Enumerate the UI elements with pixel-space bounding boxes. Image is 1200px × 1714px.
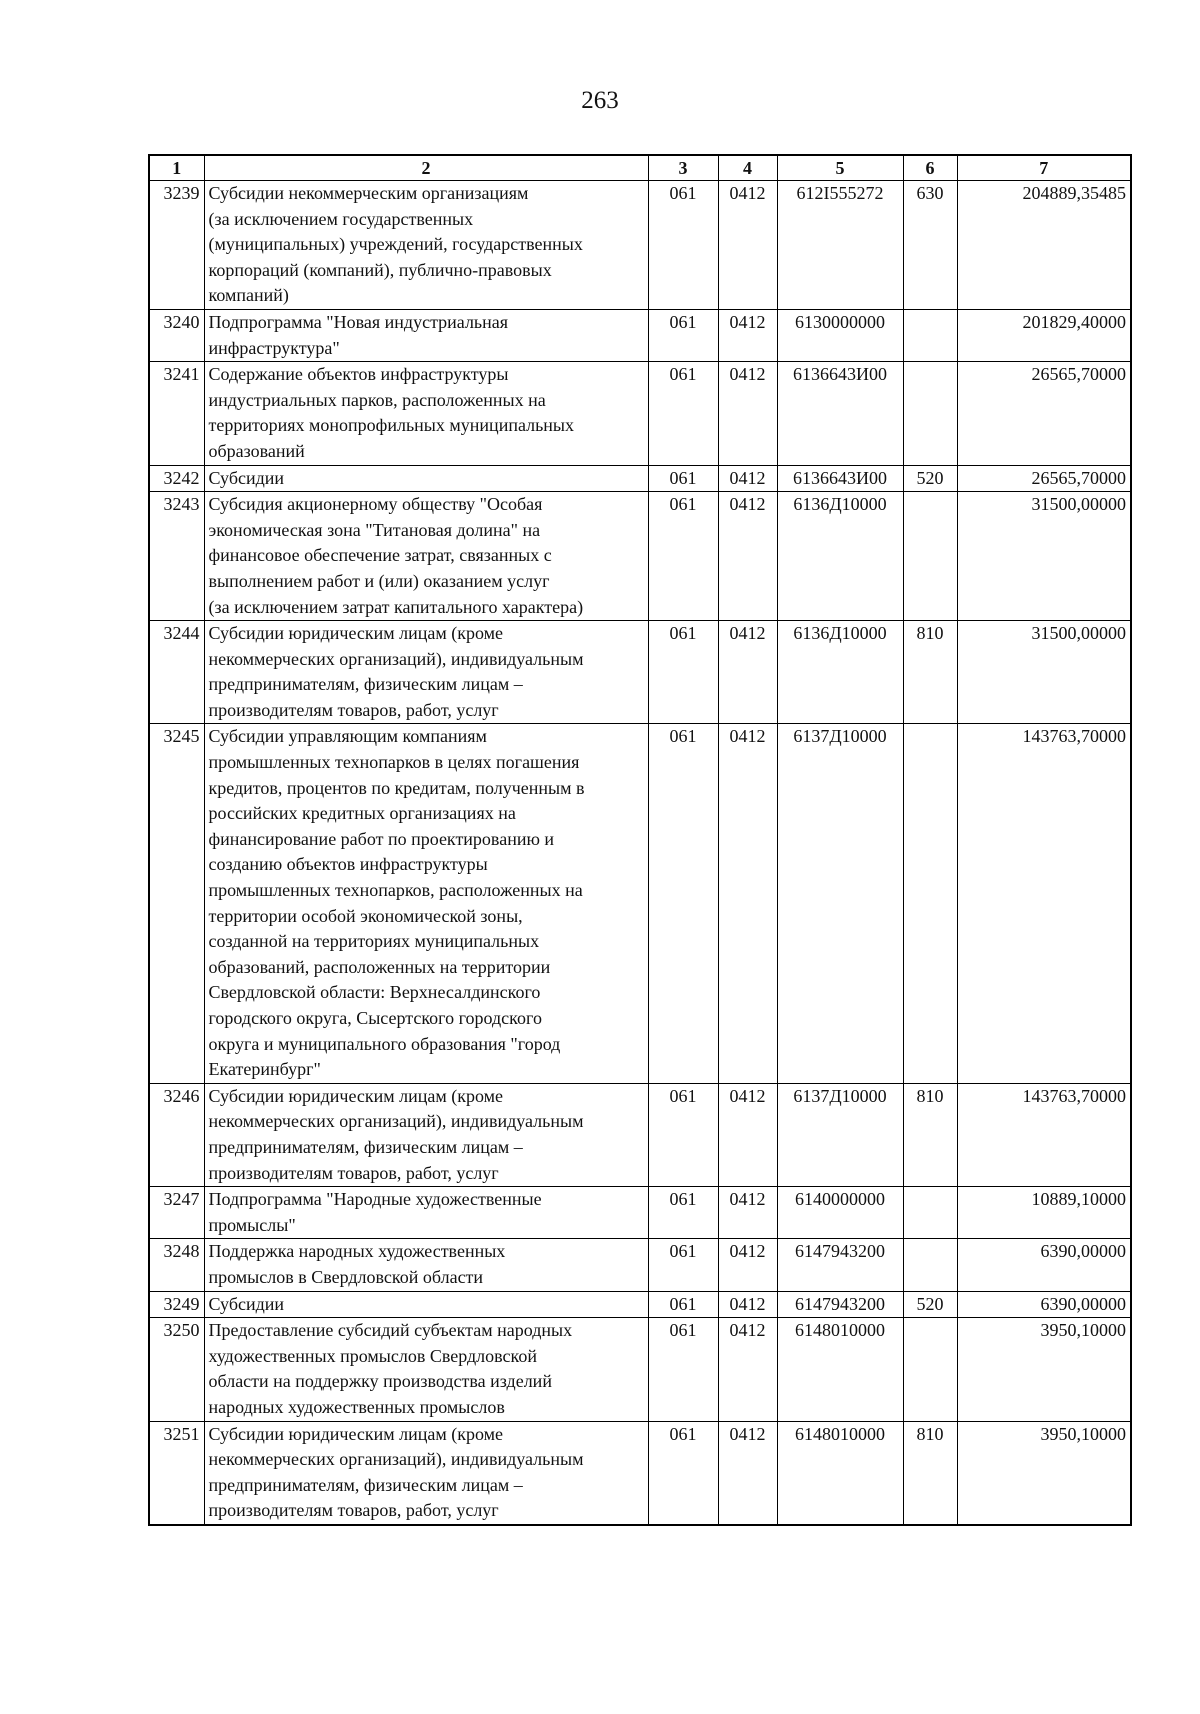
- row-code-4: 0412: [718, 465, 777, 492]
- table-row: [149, 181, 1131, 310]
- row-code-3: 061: [648, 1187, 718, 1239]
- row-number: 3245: [149, 724, 204, 1083]
- row-name: Субсидии: [204, 1291, 648, 1318]
- row-number: 3243: [149, 492, 204, 621]
- column-header: 6: [903, 155, 957, 181]
- row-code-3: 061: [648, 621, 718, 724]
- row-code-6: 810: [903, 1083, 957, 1186]
- row-code-5: 6148010000: [777, 1421, 903, 1525]
- row-code-3: 061: [648, 309, 718, 361]
- row-number: 3250: [149, 1318, 204, 1421]
- table-header-row: [149, 155, 1131, 181]
- row-code-4: 0412: [718, 309, 777, 361]
- row-sum: 6390,00000: [957, 1291, 1131, 1318]
- row-code-4: 0412: [718, 1239, 777, 1291]
- row-code-4: 0412: [718, 1318, 777, 1421]
- row-code-6: 630: [903, 181, 957, 310]
- row-code-5: 6137Д10000: [777, 724, 903, 1083]
- row-code-6: [903, 1239, 957, 1291]
- row-code-6: [903, 309, 957, 361]
- row-name: Поддержка народных художественных промыслов в Свердловской области: [204, 1239, 648, 1291]
- row-code-6: 520: [903, 1291, 957, 1318]
- row-name: Субсидии некоммерческим организациям (за исключением государственных (муниципальных) учреждений, государственных корпораций (компаний), публично-правовых компаний): [204, 181, 648, 310]
- row-sum: 201829,40000: [957, 309, 1131, 361]
- row-code-6: [903, 724, 957, 1083]
- table-row: [149, 1187, 1131, 1239]
- row-code-3: 061: [648, 1318, 718, 1421]
- row-code-5: 6136Д10000: [777, 492, 903, 621]
- page-number: 263: [581, 87, 619, 114]
- row-code-4: 0412: [718, 1187, 777, 1239]
- row-code-5: 6136643И00: [777, 362, 903, 465]
- column-header: 1: [149, 155, 204, 181]
- row-name: Содержание объектов инфраструктуры индустриальных парков, расположенных на территориях монопрофильных муниципальных образований: [204, 362, 648, 465]
- row-sum: 26565,70000: [957, 362, 1131, 465]
- table-row: [149, 1318, 1131, 1421]
- row-code-6: [903, 362, 957, 465]
- table-row: [149, 309, 1131, 361]
- row-name: Предоставление субсидий субъектам народных художественных промыслов Свердловской области на поддержку производства изделий народных художественных промыслов: [204, 1318, 648, 1421]
- table-row: [149, 1291, 1131, 1318]
- row-code-4: 0412: [718, 492, 777, 621]
- row-code-6: [903, 1187, 957, 1239]
- row-sum: 143763,70000: [957, 1083, 1131, 1186]
- row-name: Субсидии юридическим лицам (кроме некоммерческих организаций), индивидуальным предпринимателям, физическим лицам – производителям товаров, работ, услуг: [204, 1083, 648, 1186]
- row-code-4: 0412: [718, 1421, 777, 1525]
- table-row: [149, 1083, 1131, 1186]
- row-code-6: [903, 1318, 957, 1421]
- row-code-6: 810: [903, 1421, 957, 1525]
- row-code-5: 6130000000: [777, 309, 903, 361]
- row-sum: 3950,10000: [957, 1318, 1131, 1421]
- row-code-3: 061: [648, 181, 718, 310]
- row-number: 3241: [149, 362, 204, 465]
- row-sum: 31500,00000: [957, 621, 1131, 724]
- row-code-3: 061: [648, 465, 718, 492]
- row-name: Подпрограмма "Новая индустриальная инфраструктура": [204, 309, 648, 361]
- row-sum: 204889,35485: [957, 181, 1131, 310]
- table-row: [149, 465, 1131, 492]
- column-header: 5: [777, 155, 903, 181]
- row-code-5: 6148010000: [777, 1318, 903, 1421]
- row-number: 3247: [149, 1187, 204, 1239]
- budget-table: [148, 154, 1132, 1526]
- row-sum: 26565,70000: [957, 465, 1131, 492]
- row-code-3: 061: [648, 724, 718, 1083]
- row-code-4: 0412: [718, 1291, 777, 1318]
- table-row: [149, 1239, 1131, 1291]
- row-code-4: 0412: [718, 362, 777, 465]
- row-number: 3240: [149, 309, 204, 361]
- row-name: Субсидии: [204, 465, 648, 492]
- row-code-3: 061: [648, 1239, 718, 1291]
- row-sum: 10889,10000: [957, 1187, 1131, 1239]
- row-number: 3248: [149, 1239, 204, 1291]
- row-number: 3242: [149, 465, 204, 492]
- row-name: Субсидии управляющим компаниям промышленных технопарков в целях погашения кредитов, процентов по кредитам, полученным в российских кредитных организациях на финансирование работ по проектированию и созданию объектов инфраструктуры промышленных технопарков, расположенных на территории особой экономической зоны, созданной на территориях муниципальных образований, расположенных на территории Свердловской области: Верхнесалдинского городского округа, Сысертского городского округа и муниципального образования "город Екатеринбург": [204, 724, 648, 1083]
- row-code-4: 0412: [718, 724, 777, 1083]
- column-header: 2: [204, 155, 648, 181]
- row-code-4: 0412: [718, 181, 777, 310]
- row-code-5: 6137Д10000: [777, 1083, 903, 1186]
- row-code-5: 6147943200: [777, 1291, 903, 1318]
- row-code-3: 061: [648, 492, 718, 621]
- row-number: 3239: [149, 181, 204, 310]
- row-code-6: [903, 492, 957, 621]
- table-row: [149, 492, 1131, 621]
- row-code-3: 061: [648, 1291, 718, 1318]
- row-sum: 31500,00000: [957, 492, 1131, 621]
- row-number: 3249: [149, 1291, 204, 1318]
- row-code-4: 0412: [718, 1083, 777, 1186]
- row-name: Субсидии юридическим лицам (кроме некоммерческих организаций), индивидуальным предпринимателям, физическим лицам – производителям товаров, работ, услуг: [204, 621, 648, 724]
- row-number: 3246: [149, 1083, 204, 1186]
- table-body: [149, 181, 1131, 1525]
- table-row: [149, 621, 1131, 724]
- row-sum: 6390,00000: [957, 1239, 1131, 1291]
- row-name: Субсидия акционерному обществу "Особая экономическая зона "Титановая долина" на финансовое обеспечение затрат, связанных с выполнением работ и (или) оказанием услуг (за исключением затрат капитального характера): [204, 492, 648, 621]
- row-name: Субсидии юридическим лицам (кроме некоммерческих организаций), индивидуальным предпринимателям, физическим лицам – производителям товаров, работ, услуг: [204, 1421, 648, 1525]
- row-code-5: 6136Д10000: [777, 621, 903, 724]
- row-code-6: 520: [903, 465, 957, 492]
- row-code-4: 0412: [718, 621, 777, 724]
- row-code-5: 6147943200: [777, 1239, 903, 1291]
- column-header: 4: [718, 155, 777, 181]
- row-code-3: 061: [648, 362, 718, 465]
- table-row: [149, 362, 1131, 465]
- row-number: 3251: [149, 1421, 204, 1525]
- row-code-3: 061: [648, 1083, 718, 1186]
- row-sum: 143763,70000: [957, 724, 1131, 1083]
- row-code-6: 810: [903, 621, 957, 724]
- table-row: [149, 724, 1131, 1083]
- row-code-3: 061: [648, 1421, 718, 1525]
- row-code-5: 6136643И00: [777, 465, 903, 492]
- row-code-5: 612I555272: [777, 181, 903, 310]
- table-row: [149, 1421, 1131, 1525]
- row-number: 3244: [149, 621, 204, 724]
- column-header: 3: [648, 155, 718, 181]
- row-code-5: 6140000000: [777, 1187, 903, 1239]
- row-name: Подпрограмма "Народные художественные промыслы": [204, 1187, 648, 1239]
- column-header: 7: [957, 155, 1131, 181]
- row-sum: 3950,10000: [957, 1421, 1131, 1525]
